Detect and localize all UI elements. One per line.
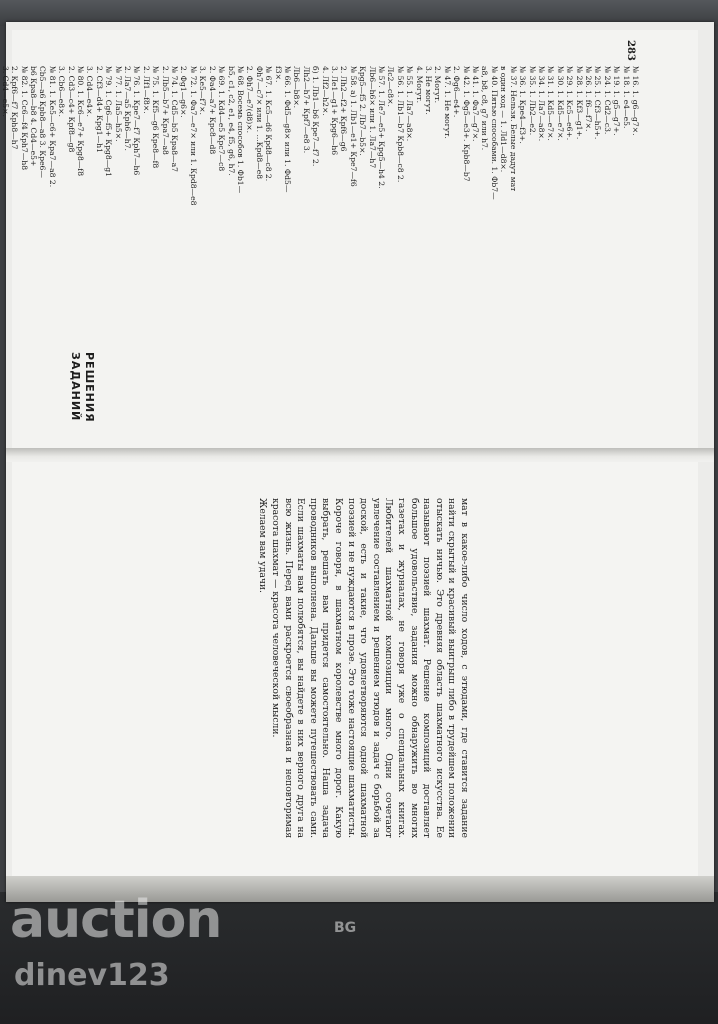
answer-line: 4. Могут.: [414, 66, 424, 104]
answer-line: № 67. 1. Кc5—d6 Крd8—c8 2.: [264, 66, 274, 182]
answer-line: 2. Фa4—a7+ Крc8—d8: [207, 66, 217, 155]
answer-line: № 29. 1. Kc5—e6+.: [565, 66, 575, 141]
answer-line: № 37. Нельзя. Белые дадут мат: [508, 66, 518, 192]
answer-line: № 81. 1. Кe5—c6+ Крa7—a8 2.: [47, 66, 57, 188]
answer-line: Лb6—b8×.: [292, 66, 302, 109]
answer-line: № 24. 1. Cd2—c3.: [602, 66, 612, 135]
answer-line: № 68. Восемь способов 1. Фb1—: [235, 66, 245, 194]
answer-line: № 31. 1. Kd5—e7×.: [546, 66, 556, 141]
answer-line: № 72. 1. Фa7—e7× или 1. Крd8—e8: [188, 66, 198, 206]
answer-line: № 18. 1. e4—e5.: [621, 66, 631, 129]
answer-line: 2. Лb5—b7+ Крa7—a8: [160, 66, 170, 155]
answer-line: 2. Фh7—e7(d8)×.: [245, 66, 255, 133]
answer-line: № 16. 1. g6—g7×.: [631, 66, 640, 136]
answer-line: 2. Cf3—d4+ Крg1—h1: [94, 66, 104, 153]
answer-line: Лh2—h7+ Крf7—e8 3.: [301, 66, 311, 154]
answer-line: № 74. 1. Cd5—b5 Крa8—a7: [170, 66, 180, 173]
prose-paragraph: мат в какое-либо число ходов, с этюдами, где ставится задание найти скрытый и красивый выигрыш либо в трудейшем положении отыскать ничью. Это древняя область шахматного искусства. Ее называют поэзией шахмат. Решение композиций доставляет большое удовольствие, задания можно обнаружить во многих газетах и журналах, не говоря уже о специальных книгах. Любителей шахматной композиции много. Одни сочетают увлечение составлением и решением этюдов и задач с борьбой за доской, есть и такие, что удовлетворяются одной шахматной поэзией и не нуждаются в прозе. Это тоже настоящие шахматисты. Короче говоря, в шахматном королевстве много дорог. Какую выбрать, решать вам придется самостоятельно. Наша задача проводников выполнена. Дальше вы можете путешествовать сами. Если шахматы вам полюбятся, вы найдете в них верного друга на всю жизнь. Перед вами раскроется своеобразная и неповторимая красота шахмат — красота человеческой мысли.: [270, 498, 470, 838]
answer-line: № 26. 1. f6—f7×.: [583, 66, 593, 132]
answer-line: Cb5—a6 Крb8—a8 3. Крe6—: [38, 66, 48, 178]
answer-line: 2. Лf1—f8×.: [141, 66, 151, 114]
answer-line: b6 Крa8—b8 4. Cd4—e5+: [29, 66, 38, 167]
answer-line: Лb6—h6× или 1. Лa7—h7: [367, 66, 377, 169]
answer-line: № 69. 1. Кd4—e5 Крc7—c8: [217, 66, 227, 172]
answer-line: 3. Кe5—f7×.: [198, 66, 208, 115]
answer-line: в один ход — 1. Лd1—d8×.: [499, 66, 509, 173]
answer-line: № 76. 1. Крe7—f7 Крh7—h6: [132, 66, 142, 176]
answer-line: № 79. 1. Cg6—f5+ Крg8—g1: [104, 66, 114, 177]
answer-line: 2. Фg6—e4+.: [452, 66, 462, 118]
answer-line: б) 1. Лb1—b6 Крe7—f7 2.: [311, 66, 321, 167]
answer-line: 3. Cb6—e8×.: [57, 66, 67, 117]
answer-line: Лc2—c8×.: [386, 66, 396, 107]
answer-line: a8, b8, c8, g7 или h7.: [480, 66, 490, 151]
answer-line: № 30. 1. Kd5—e7×.: [555, 66, 565, 141]
answer-line: 3. Лe1—g1+ Крg6—h6: [330, 66, 339, 156]
book-gutter: [6, 448, 714, 462]
answer-line: № 35. 1. Лb2—e2.: [527, 66, 537, 136]
answer-line: № 75. 1. Кf5—g6 Крe8—f8: [151, 66, 161, 169]
answer-line: Крg5—f5 2. Лb7—b5×.: [358, 66, 368, 156]
answer-line: № 66. 1. Фd5—g8× или 1. Фd5—: [282, 66, 292, 193]
answer-line: 2. Лh2—f2+ Крf6—g6: [339, 66, 349, 152]
answer-line: № 34. 1. Ла7—a8×.: [536, 66, 546, 142]
heading-line-2: ЗАДАНИЙ: [69, 352, 82, 422]
answer-line: b5, c1, c2, e1, e4, f5, g6, h7.: [226, 66, 236, 176]
answer-line: 3. Не могут.: [424, 66, 434, 115]
answer-line: № 58. а) 1. Лb1—e1+ Крe7—f6: [348, 66, 358, 187]
answer-line: 3. Cd4—e5×.: [0, 66, 10, 117]
answer-line: № 41. 1. Фa7—g7×.: [471, 66, 481, 142]
watermark: [10, 890, 430, 1010]
answer-line: № 77. 1. Лa5—h5×.: [113, 66, 123, 142]
answer-line: f3×.: [273, 66, 283, 83]
answer-line: № 80. 1. Кc6—e7+ Крg8—f8: [76, 66, 86, 177]
watermark-seller: dinev123: [14, 958, 170, 993]
closing-line: Желаем вам удачи.: [257, 498, 269, 593]
answer-line: № 19. 1. g5—g7+.: [612, 66, 622, 136]
answer-line: 4. Лf2—h2×.: [320, 66, 330, 116]
watermark-suffix: BG: [334, 920, 357, 936]
answer-line: Фh7—c7× или 1. ...Крd8—e8: [254, 66, 264, 180]
answer-line: 2. Фg1—g6×.: [179, 66, 189, 118]
answer-line: № 42. 1. Фg5—e3+. Крb8—b7: [461, 66, 471, 182]
answer-line: № 55. 1. Лa7—a8×.: [405, 66, 415, 142]
answer-line: 2. Лa7—a5 Крh6—h7.: [123, 66, 133, 151]
answer-line: № 56. 1. Лb1—b7 Крb8—c8 2.: [395, 66, 405, 183]
answer-line: 2. Могут.: [433, 66, 443, 104]
answer-line: № 40. Пятью способами. 1. Фb7—: [489, 66, 499, 200]
answer-line: № 25. 1. Cf3—h5+.: [593, 66, 603, 140]
answer-line: № 47. 1. Не могут.: [442, 66, 452, 139]
watermark-brand-text: auction: [10, 890, 222, 950]
answer-line: № 28. 1. Кf3—g1+.: [574, 66, 584, 140]
heading-line-1: РЕШЕНИЯ: [83, 352, 96, 423]
answer-line: 2. Крf6—f7 Крh8—h7: [10, 66, 20, 150]
page-number: 283: [625, 40, 636, 61]
answer-line: № 57. 1. Лe7—e5+ Крg5—h4 2.: [377, 66, 387, 189]
answer-line: № 82. 1. Cc6—f4 Крh7—h8: [19, 66, 29, 171]
answers-list: [0, 66, 640, 396]
answer-line: 2. Cd3—c4+ Крf8—g8: [66, 66, 76, 153]
answer-line: 3. Cd4—e4×.: [85, 66, 95, 117]
prose-block: [256, 498, 470, 838]
watermark-brand: [10, 890, 221, 950]
answer-line: № 36. 1. Крe4—f3+.: [518, 66, 528, 144]
